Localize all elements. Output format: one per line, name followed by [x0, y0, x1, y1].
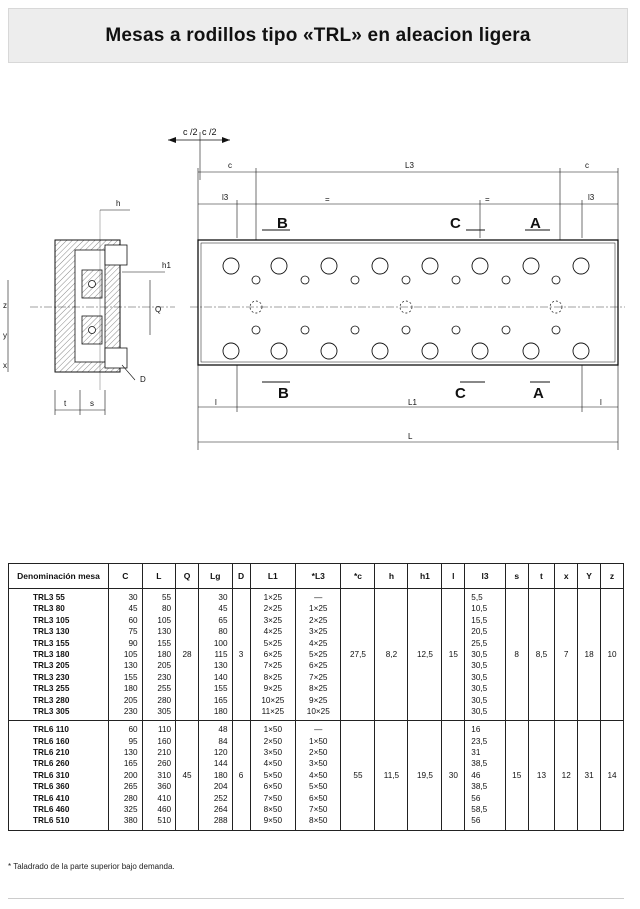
cell-value: TRL3 230	[33, 672, 70, 682]
cell-value: 7×50	[263, 793, 283, 803]
cell-value: 90	[128, 638, 138, 648]
cell-value: 80	[218, 627, 228, 637]
cell-value: 130	[123, 748, 138, 758]
cell-value: 20,5	[471, 627, 488, 637]
cell-value: 1×25	[263, 593, 283, 602]
cell-c	[109, 721, 143, 831]
column-header: C	[109, 564, 143, 589]
cell-value: 30	[128, 593, 138, 602]
cell-value: TRL6 260	[33, 759, 70, 769]
column-header: *L3	[296, 564, 341, 589]
cell-c	[109, 589, 143, 721]
cell-value: 1×50	[263, 725, 283, 735]
cell-value: 180	[213, 770, 228, 780]
cell-value: 130	[123, 661, 138, 671]
cell-value: 130	[213, 661, 228, 671]
cell-value: TRL3 255	[33, 684, 70, 694]
cell-value: 510	[157, 816, 172, 826]
cell-value: 255	[157, 684, 172, 694]
cell-value: 252	[213, 793, 228, 803]
label-y: y	[3, 331, 7, 340]
cell-value: 100	[213, 638, 228, 648]
cell-c: 55	[341, 721, 375, 831]
cell-value: 4×50	[263, 759, 283, 769]
cell-value: 180	[213, 706, 228, 716]
section-B-bottom: B	[278, 385, 289, 402]
cell-value: 46	[471, 770, 481, 780]
cell-value: 230	[157, 672, 172, 682]
cell-value: TRL3 205	[33, 661, 70, 671]
label-c-left: c	[228, 161, 232, 170]
cell-l1	[250, 589, 295, 721]
cell-value: TRL3 155	[33, 638, 70, 648]
column-header: L	[142, 564, 176, 589]
technical-drawing	[0, 120, 640, 460]
cell-value: 280	[123, 793, 138, 803]
title-bar	[8, 8, 628, 63]
cell-value: 65	[218, 615, 228, 625]
column-header: Y	[578, 564, 601, 589]
cell-value: 155	[157, 638, 172, 648]
label-l3-left: l3	[222, 193, 229, 202]
cell-value: 84	[218, 736, 228, 746]
cell-value: 30	[218, 593, 228, 602]
cell-value: 205	[157, 661, 172, 671]
cell-lg	[198, 589, 232, 721]
cell-value: 58,5	[471, 805, 488, 815]
section-A-bottom: A	[533, 385, 544, 402]
cell-value: 3×50	[309, 759, 328, 769]
bottom-rule	[8, 898, 624, 899]
cell-q: 28	[176, 589, 199, 721]
cell-value: TRL6 510	[33, 816, 70, 826]
cell-q: 45	[176, 721, 199, 831]
label-t: t	[64, 399, 67, 408]
cell-value: TRL6 460	[33, 805, 70, 815]
cell-value: 325	[123, 805, 138, 815]
cell-value: 130	[157, 627, 172, 637]
cell-d: 3	[232, 589, 250, 721]
cell-value: 280	[157, 695, 172, 705]
cell-value: 5,5	[471, 593, 483, 602]
cell-value: 288	[213, 816, 228, 826]
cell-value: 105	[157, 615, 172, 625]
cell-value: 5×25	[309, 649, 328, 659]
cell-value: 56	[471, 816, 481, 826]
cell-value: 205	[123, 695, 138, 705]
label-h1: h1	[162, 261, 171, 270]
cell-h: 8,2	[375, 589, 408, 721]
cell-value: 75	[128, 627, 138, 637]
cell-value: 155	[123, 672, 138, 682]
cell-value: 2×50	[309, 748, 328, 758]
cell-h: 11,5	[375, 721, 408, 831]
cell-value: 4×50	[309, 770, 328, 780]
cell-value: 410	[157, 793, 172, 803]
cell-y: 18	[578, 589, 601, 721]
cell-value: 7×25	[263, 661, 283, 671]
cell-value: 7×50	[309, 805, 328, 815]
cell-value: 204	[213, 782, 228, 792]
label-h: h	[116, 199, 121, 208]
cell-value: 8×25	[309, 684, 328, 694]
cell-value: 15,5	[471, 615, 488, 625]
cell-value: 60	[128, 615, 138, 625]
cell-value: 2×25	[263, 604, 283, 614]
cell-value: 310	[157, 770, 172, 780]
cell-value: 460	[157, 805, 172, 815]
cell-value: TRL6 360	[33, 782, 70, 792]
column-header: Denominación mesa	[9, 564, 109, 589]
label-l-right: l	[600, 398, 602, 407]
label-s: s	[90, 399, 94, 408]
cell-value: 4×25	[309, 638, 328, 648]
section-C-top: C	[450, 215, 461, 232]
cell-value: TRL3 130	[33, 627, 70, 637]
cell-t: 8,5	[528, 589, 555, 721]
cell-value: 6×50	[263, 782, 283, 792]
cell-value: TRL6 160	[33, 736, 70, 746]
cell-value: 305	[157, 706, 172, 716]
cell-value: 3×25	[309, 627, 328, 637]
cell-value: 105	[123, 649, 138, 659]
cell-y: 31	[578, 721, 601, 831]
cell-value: TRL3 305	[33, 706, 70, 716]
cell-value: 180	[157, 649, 172, 659]
footnote: * Taladrado de la parte superior bajo demanda.	[8, 862, 175, 871]
section-C-bottom: C	[455, 385, 466, 402]
column-header: l	[442, 564, 465, 589]
cell-value: 30,5	[471, 661, 488, 671]
cell-value: 80	[161, 604, 172, 614]
cell-value: 30,5	[471, 649, 488, 659]
column-header: x	[555, 564, 578, 589]
label-c2-left: c /2	[183, 127, 198, 137]
cell-value: 264	[213, 805, 228, 815]
cell-value: 3×50	[263, 748, 283, 758]
cell-value: 1×50	[309, 736, 328, 746]
cell-value: 5×50	[309, 782, 328, 792]
label-eq-2: =	[485, 195, 490, 204]
cell-value: 155	[213, 684, 228, 694]
cell-value: 260	[157, 759, 172, 769]
cell-value: TRL6 210	[33, 748, 70, 758]
label-L: L	[408, 432, 413, 441]
column-header: h1	[408, 564, 442, 589]
cell-value: TRL6 310	[33, 770, 70, 780]
cell-value: 7×25	[309, 672, 328, 682]
cell-s: 15	[505, 721, 528, 831]
cell-value: TRL3 80	[33, 604, 65, 614]
cell-value: 9×50	[263, 816, 283, 826]
cell-value: 9×25	[309, 695, 328, 705]
cell-value: 60	[128, 725, 138, 735]
cell-value: 31	[471, 748, 481, 758]
cell-value: 25,5	[471, 638, 488, 648]
cell-value: 6×25	[263, 649, 283, 659]
column-header: *c	[341, 564, 375, 589]
column-header: L1	[250, 564, 295, 589]
cell-c: 27,5	[341, 589, 375, 721]
cell-value: 265	[123, 782, 138, 792]
section-side-view	[30, 210, 175, 390]
cell-value: 5×50	[263, 770, 283, 780]
cell-value: 5×25	[263, 638, 283, 648]
cell-value: 16	[471, 725, 481, 735]
table-group-row	[9, 589, 624, 721]
cell-value: 165	[213, 695, 228, 705]
cell-value: 9×25	[263, 684, 283, 694]
cell-l: 30	[442, 721, 465, 831]
cell-value: 23,5	[471, 736, 488, 746]
cell-value: 8×50	[309, 816, 328, 826]
cell-value: 45	[218, 604, 228, 614]
cell-value: 2×25	[309, 615, 328, 625]
cell-value: TRL3 280	[33, 695, 70, 705]
cell-value: 55	[161, 593, 172, 602]
cell-value: 200	[123, 770, 138, 780]
label-l3-right: l3	[588, 193, 595, 202]
cell-names	[9, 589, 109, 721]
cell-value: TRL3 180	[33, 649, 70, 659]
column-header: z	[601, 564, 624, 589]
column-header: h	[375, 564, 408, 589]
cell-value: 38,5	[471, 759, 488, 769]
spec-table	[8, 563, 624, 831]
label-c2-right: c /2	[202, 127, 217, 137]
cell-z: 10	[601, 589, 624, 721]
cell-names	[9, 721, 109, 831]
label-eq-1: =	[325, 195, 330, 204]
label-l-left: l	[215, 398, 217, 407]
table-header-row	[9, 564, 624, 589]
cell-value: 110	[158, 725, 172, 735]
label-Q: Q	[155, 305, 162, 314]
column-header: s	[505, 564, 528, 589]
cell-l3	[296, 589, 341, 721]
cell-value: 48	[218, 725, 228, 735]
label-L1: L1	[408, 398, 417, 407]
table-group-row	[9, 721, 624, 831]
cell-value: 30,5	[471, 695, 488, 705]
page-title: Mesas a rodillos tipo «TRL» en aleacion ligera	[105, 24, 531, 46]
cell-value: TRL3 55	[33, 593, 65, 602]
cell-value: 30,5	[471, 684, 488, 694]
cell-l: 15	[442, 589, 465, 721]
cell-value: 10,5	[471, 604, 488, 614]
label-z: z	[3, 301, 7, 310]
cell-value: 30,5	[471, 706, 488, 716]
cell-l3	[296, 721, 341, 831]
cell-l3	[465, 721, 505, 831]
cell-value: 6×50	[309, 793, 328, 803]
cell-value: 3×25	[263, 615, 283, 625]
cell-value: 11×25	[261, 706, 285, 716]
column-header: l3	[465, 564, 505, 589]
column-header: t	[528, 564, 555, 589]
section-B-top: B	[277, 215, 288, 232]
cell-l3	[465, 589, 505, 721]
cell-value: 230	[123, 706, 138, 716]
cell-value: 180	[123, 684, 138, 694]
cell-value: 56	[471, 793, 481, 803]
cell-x: 12	[555, 721, 578, 831]
cell-value: 380	[123, 816, 138, 826]
cell-value: TRL6 410	[33, 793, 70, 803]
cell-x: 7	[555, 589, 578, 721]
cell-z: 14	[601, 721, 624, 831]
cell-l1	[250, 721, 295, 831]
cell-h1: 12,5	[408, 589, 442, 721]
cell-value: 165	[123, 759, 138, 769]
section-A-top: A	[530, 215, 541, 232]
label-D: D	[140, 375, 146, 384]
cell-value: 10×25	[261, 695, 285, 705]
label-c-right: c	[585, 161, 589, 170]
cell-value: —	[314, 593, 323, 602]
column-header: Lg	[198, 564, 232, 589]
cell-value: —	[314, 725, 323, 735]
cell-value: 4×25	[263, 627, 283, 637]
cell-value: 210	[157, 748, 172, 758]
table-top-view	[198, 240, 618, 365]
cell-value: 144	[213, 759, 228, 769]
cell-value: 8×50	[263, 805, 283, 815]
cell-value: TRL6 110	[33, 725, 69, 735]
cell-value: 38,5	[471, 782, 488, 792]
cell-value: 1×25	[309, 604, 328, 614]
column-header: D	[232, 564, 250, 589]
cell-s: 8	[505, 589, 528, 721]
cell-value: TRL3 105	[33, 615, 70, 625]
cell-value: 2×50	[263, 736, 283, 746]
cell-h1: 19,5	[408, 721, 442, 831]
cell-value: 115	[214, 649, 228, 659]
cell-value: 30,5	[471, 672, 488, 682]
cell-lg	[198, 721, 232, 831]
cell-value: 120	[213, 748, 228, 758]
label-x: x	[3, 361, 7, 370]
label-L3: L3	[405, 161, 414, 170]
cell-t: 13	[528, 721, 555, 831]
column-header: Q	[176, 564, 199, 589]
cell-value: 360	[157, 782, 172, 792]
cell-value: 6×25	[309, 661, 328, 671]
cell-value: 45	[128, 604, 138, 614]
cell-value: 10×25	[306, 706, 330, 716]
cell-value: 140	[213, 672, 228, 682]
cell-value: 160	[157, 736, 172, 746]
cell-l	[142, 721, 176, 831]
cell-value: 95	[128, 736, 138, 746]
cell-d: 6	[232, 721, 250, 831]
cell-value: 8×25	[263, 672, 283, 682]
cell-l	[142, 589, 176, 721]
dim-l3-row	[198, 200, 618, 238]
